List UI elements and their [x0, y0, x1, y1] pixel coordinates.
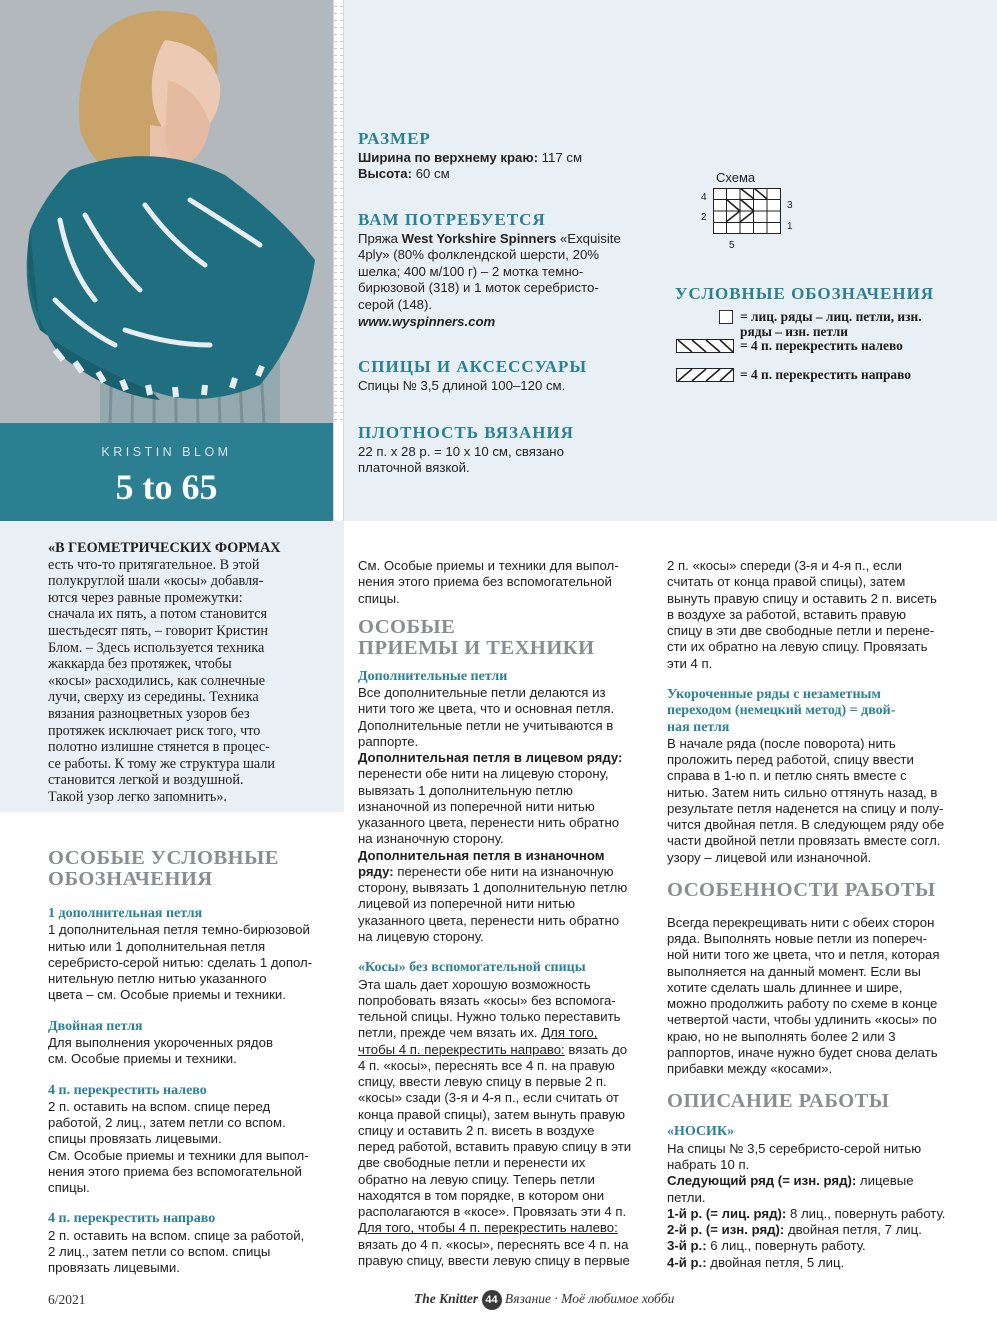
subsection-title: 4 п. перекрестить направо: [48, 1211, 216, 1227]
body-label: Дополнительная петля в лицевом ряду:: [358, 750, 623, 766]
body-line: цвета – см. Особые приемы и техники.: [48, 987, 286, 1003]
body-line: сторону, вывязать 1 дополнительную петлю: [358, 880, 628, 896]
subsection-title: [667, 687, 967, 736]
body-line: спицы.: [358, 590, 400, 606]
legend-item-cross-right: = 4 п. перекрестить направо: [740, 367, 911, 382]
body-line: указанного цвета, перенести нить обратно: [358, 912, 620, 928]
body-line: ряда. Выполнять новые петли из попереч-: [667, 931, 927, 947]
legend-text: ряды – изн. петли: [740, 324, 848, 339]
yarn-line: 4ply» (80% фолклендской шерсти, 20%: [358, 247, 600, 263]
gauge-line: 22 п. x 28 р. = 10 x 10 см, связано: [358, 443, 564, 459]
body-line: перенести обе нити на изнаночную: [393, 863, 614, 879]
legend-title: УСЛОВНЫЕ ОБОЗНАЧЕНИЯ: [675, 284, 935, 303]
scheme-row-label: 1: [787, 221, 793, 232]
needles-text: Спицы № 3,5 длиной 100–120 см.: [358, 377, 566, 393]
quote-line: «косы» расходились, как солнечные: [48, 672, 266, 689]
body-line: 1 дополнительная петля темно-бирюзовой: [48, 922, 310, 938]
body-line: в воздухе за работой, вставить правую: [667, 606, 907, 622]
subsection-title: 1 дополнительная петля: [48, 906, 203, 921]
yarn-brand: West Yorkshire Spinners: [401, 230, 557, 246]
scheme-col-label: 5: [729, 240, 735, 251]
body-line: вывязать 1 дополнительную петлю: [358, 782, 573, 798]
row-text: петли.: [667, 1189, 706, 1205]
pattern-title: 5 to 65: [115, 467, 218, 507]
issue-date: 6/2021: [48, 1292, 86, 1307]
body-line: спицы.: [48, 1180, 90, 1196]
gauge-title: ПЛОТНОСТЬ ВЯЗАНИЯ: [358, 423, 574, 442]
row-text: 6 лиц., повернуть работу.: [706, 1238, 866, 1254]
size-title: РАЗМЕР: [358, 129, 431, 148]
magazine-tagline: Вязание · Моё любимое хобби: [504, 1291, 675, 1306]
row-label: 2-й р. (= изн. ряд):: [667, 1222, 785, 1238]
body-line: нения этого приема без вспомогательной: [48, 1163, 302, 1179]
scheme-row-label: 2: [701, 212, 707, 223]
body-line: конца правой спицы), затем вынуть правую: [358, 1106, 625, 1122]
body-line: проложить перед работой, спицу ввести: [667, 752, 914, 768]
legend-swatch-plain: [719, 310, 733, 324]
model-photo: [0, 0, 333, 423]
body-line: нения этого приема без вспомогательной: [358, 574, 612, 590]
body-line: раппорте.: [358, 733, 419, 749]
body-line: выполняется на данный момент. Если вы: [667, 963, 921, 979]
footer-brand: [414, 1290, 674, 1310]
body-line: краю, но не выполнять более 2 или 3: [667, 1028, 896, 1044]
column-2: [358, 558, 653, 1269]
body-line: результате петля наденется на спицу и полу-: [667, 800, 944, 816]
row-text: двойная петля, 5 лиц.: [706, 1254, 845, 1270]
quote-line: полукруглой шали «косы» добавля-: [48, 573, 264, 590]
yarn-website-link[interactable]: www.wyspinners.com: [358, 313, 496, 329]
materials-title: ВАМ ПОТРЕБУЕТСЯ: [358, 210, 546, 229]
subsection-title: 4 п. перекрестить налево: [48, 1082, 207, 1098]
quote-line: шестьдесят пять, – говорит Кристин: [48, 622, 269, 639]
body-line: на изнаночную сторону.: [358, 831, 504, 847]
body-line: Дополнительные петли не учитываются в: [358, 717, 614, 733]
body-line: спицы провязать лицевыми.: [48, 1131, 222, 1147]
body-line: обратно на левую спицу. Теперь петли: [358, 1171, 595, 1187]
body-line: нити того же цвета, что и основная петля.: [358, 701, 615, 717]
row-text: лицевые: [856, 1173, 914, 1189]
materials-section: [358, 212, 668, 330]
designer-name: KRISTIN BLOM: [101, 445, 232, 459]
height-value: 60 см: [412, 166, 450, 182]
body-line: Всегда перекрещивать нити с обеих сторон: [667, 914, 935, 930]
row-label: 3-й р.:: [667, 1238, 707, 1254]
body-line: прибавки между «косами».: [667, 1061, 833, 1077]
scheme-chart: [713, 188, 781, 234]
needles-title: СПИЦЫ И АКСЕССУАРЫ: [358, 357, 588, 376]
body-line: вязать до: [564, 1041, 628, 1057]
column-3: [667, 558, 967, 1271]
body-line: нительную петлю нитью указанного: [48, 971, 267, 987]
quote-line: протяжек исключает риск того, что: [48, 722, 261, 739]
section-heading: ОСОБЕННОСТИ РАБОТЫ: [667, 878, 936, 901]
body-line: хотите сделать шаль длиннее и шире,: [667, 979, 903, 995]
body-line: чится двойная петля. В следующем ряду обе: [667, 817, 945, 833]
quote-line: полотно излишне стянется в процес-: [48, 739, 270, 756]
perforation-strip: [333, 0, 344, 521]
yarn-line: шелка; 400 м/100 г) – 2 мотка темно-: [358, 263, 584, 279]
body-line: изнаночной из поперечной нити нитью: [358, 798, 595, 814]
body-line: тельной спицы. Нужно только переставить: [358, 1009, 621, 1025]
subsection-title: «Косы» без вспомогательной спицы: [358, 960, 586, 976]
body-line: петли, прежде чем вязать их.: [358, 1025, 542, 1041]
width-value: 117 см: [538, 149, 583, 165]
legend-text: = лиц. ряды – лиц. петли, изн.: [740, 309, 922, 324]
body-line: см. Особые приемы и техники.: [48, 1051, 237, 1067]
body-line: перед работой, вставить правую спицу в эти: [358, 1139, 632, 1155]
body-line: Эта шаль дает хорошую возможность: [358, 976, 591, 992]
quote-line: есть что-то притягательное. В этой: [48, 556, 260, 573]
body-line: спицу в эти две свободные петли и перене-: [667, 623, 935, 638]
row-label: 4-й р.:: [667, 1254, 707, 1270]
body-line: ной нити того же цвета, что и петля, которая: [667, 947, 940, 963]
underlined-text: Для того,: [541, 1025, 598, 1041]
body-line: нитью. Затем нить сильно оттянуть назад, в: [667, 784, 938, 800]
underlined-text: Для того, чтобы 4 п. перекрестить налево:: [358, 1220, 618, 1236]
body-line: серебристо-серой нитью: сделать 1 допол-: [48, 954, 313, 970]
body-line: можно продолжить работу по схеме в конце: [667, 996, 938, 1012]
body-line: См. Особые приемы и техники для выпол-: [48, 1147, 309, 1163]
heading-line: ОСОБЫЕ УСЛОВНЫЕ: [48, 847, 279, 869]
body-line: нитью или 1 дополнительная петля: [48, 938, 266, 954]
row-text: 8 лиц., повернуть работу.: [786, 1205, 946, 1221]
yarn-prefix: Пряжа: [358, 230, 402, 246]
designer-quote: [48, 540, 334, 806]
page-number: 44: [482, 1290, 502, 1310]
title-line: ная петля: [667, 719, 730, 735]
quote-line: становится легкой и воздушной.: [48, 772, 244, 789]
body-line: указанного цвета, перенести нить обратно: [358, 815, 620, 831]
cross-left-symbol: [676, 339, 734, 353]
body-line: спицу, ввести левую спицу в первые 2 п.: [358, 1074, 607, 1090]
title-line: переходом (немецкий метод) = двой-: [667, 703, 896, 719]
yarn-line1-rest: «Exquisite: [556, 230, 621, 246]
body-line: 2 п. оставить на вспом. спице перед: [48, 1098, 271, 1114]
body-line: вязать до 4 п. «косы», переснять все 4 п. на: [358, 1236, 629, 1252]
yarn-line: серой (148).: [358, 296, 433, 312]
yarn-line: бирюзовой (318) и 1 моток серебристо-: [358, 280, 599, 296]
underlined-text: чтобы 4 п. перекрестить направо:: [358, 1041, 565, 1057]
body-line: сти их обратно на левую спицу. Провязать: [667, 639, 928, 655]
body-line: См. Особые приемы и техники для выпол-: [358, 558, 619, 573]
subsection-title: Двойная петля: [48, 1018, 143, 1034]
section-heading: [48, 848, 338, 890]
body-line: 2 лиц., затем петли со вспом. спицы: [48, 1244, 271, 1260]
legend-item-cross-left: = 4 п. перекрестить налево: [740, 338, 903, 353]
body-line: провязать лицевыми.: [48, 1260, 180, 1276]
body-line: части двойной петли провязать вместе согл.: [667, 833, 941, 849]
body-line: две свободные петли и перенести их: [358, 1155, 586, 1171]
width-label: Ширина по верхнему краю:: [358, 149, 539, 165]
body-line: узору – лицевой или изнаночной.: [667, 849, 872, 865]
heading-line: ОБОЗНАЧЕНИЯ: [48, 868, 213, 890]
body-line: эти 4 п.: [667, 655, 713, 671]
size-section: [358, 131, 668, 183]
body-line: работой, 2 лиц., затем петли со вспом.: [48, 1115, 286, 1131]
body-line: Все дополнительные петли делаются из: [358, 685, 606, 701]
row-text: двойная петля, 7 лиц.: [784, 1222, 922, 1238]
body-line: спицу и оставить 2 п. висеть в воздухе: [358, 1122, 595, 1138]
quote-line: се работы. К тому же структура шали: [48, 755, 276, 772]
quote-line: сначала их пять, а потом становится: [48, 606, 268, 623]
body-line: набрать 10 п.: [667, 1157, 750, 1173]
magazine-name: The Knitter: [414, 1291, 479, 1306]
body-line: перенести обе нити на лицевую сторону,: [358, 766, 609, 782]
title-line: Укороченные ряды с незаметным: [667, 686, 881, 702]
quote-lead: «В ГЕОМЕТРИЧЕСКИХ ФОРМАХ: [48, 540, 281, 556]
needles-section: [358, 359, 668, 394]
row-label: 1-й р. (= лиц. ряд):: [667, 1205, 787, 1221]
body-line: считать от конца правой спицы), затем: [667, 574, 906, 590]
body-line: располагаются в «косе». Провязать эти 4 п.: [358, 1204, 627, 1220]
body-line: 2 п. «косы» спереди (3-я и 4-я п., если: [667, 558, 902, 573]
body-line: правую спицу, ввести левую спицу в первые: [358, 1252, 630, 1268]
body-line: попробовать вязать «косы» без вспомога-: [358, 992, 616, 1008]
body-line: 4 п. «косы», переснять все 4 п. на правую: [358, 1057, 615, 1073]
cross-right-symbol: [676, 368, 734, 382]
row-label: Следующий ряд (= изн. ряд):: [667, 1173, 857, 1189]
scheme-row-label: 3: [787, 200, 793, 211]
scheme-row-label: 4: [701, 192, 707, 203]
legend: [675, 286, 975, 301]
section-heading: ОПИСАНИЕ РАБОТЫ: [667, 1090, 890, 1113]
body-line: В начале ряда (после поворота) нить: [667, 735, 896, 751]
quote-line: жаккарда без протяжек, чтобы: [48, 656, 232, 673]
scheme-title: Схема: [716, 170, 756, 185]
body-line: лицевой из поперечной нити нитью: [358, 896, 575, 912]
body-line: «косы» сзади (3-я и 4-я п., если считать от: [358, 1090, 619, 1106]
subsection-title: Дополнительные петли: [358, 668, 508, 684]
body-label: ряду:: [358, 863, 394, 879]
quote-line: Такой узор легко запомнить».: [48, 788, 227, 805]
subsection-title: «НОСИК»: [667, 1124, 735, 1140]
heading-line: ОСОБЫЕ: [358, 615, 456, 638]
quote-line: Блом. – Здесь используется техника: [48, 639, 265, 656]
body-line: раппортов, иначе нужно будет снова делать: [667, 1044, 938, 1060]
heading-line: ПРИЕМЫ И ТЕХНИКИ: [358, 636, 595, 659]
body-line: четвертой части, чтобы удлинить «косы» по: [667, 1012, 937, 1028]
section-heading: [358, 617, 653, 659]
gauge-section: [358, 425, 668, 477]
legend-item-plain: [740, 309, 980, 339]
body-line: вынуть правую спицу и оставить 2 п. висеть: [667, 590, 937, 606]
body-line: справа в 1-ю п. и петлю снять вместе с: [667, 768, 907, 784]
column-1: [48, 848, 338, 1277]
body-line: Для выполнения укороченных рядов: [48, 1035, 273, 1051]
quote-line: вязания разноцветных узоров без: [48, 705, 250, 722]
body-line: 2 п. оставить на вспом. спице за работой,: [48, 1227, 305, 1243]
body-line: На спицы № 3,5 серебристо-серой нитью: [667, 1140, 922, 1156]
body-label: Дополнительная петля в изнаночном: [358, 847, 605, 863]
gauge-line: платочной вязкой.: [358, 460, 470, 476]
quote-line: лучи, сверху из середины. Техника: [48, 689, 259, 706]
body-line: на лицевую сторону.: [358, 928, 484, 944]
quote-line: ются через равные промежутки:: [48, 589, 243, 606]
height-label: Высота:: [358, 166, 413, 182]
body-line: находятся в том порядке, в котором они: [358, 1187, 605, 1203]
